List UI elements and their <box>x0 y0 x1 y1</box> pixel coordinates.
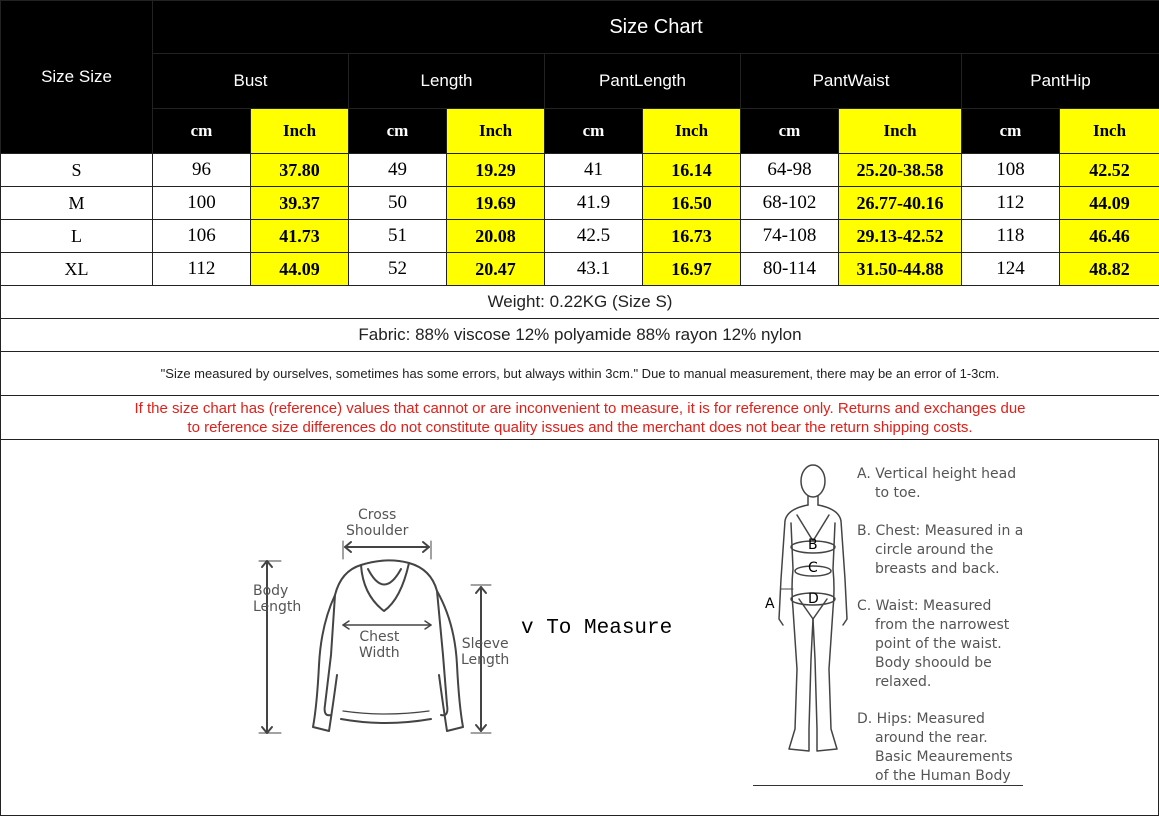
size-label: S <box>1 154 153 187</box>
disclaimer-note <box>1 396 1159 440</box>
cell-length-cm: 51 <box>349 220 447 253</box>
group-header-bust: Bust <box>153 54 349 109</box>
guide-c: C. Waist: Measured from the narrowest point of the waist. Body shoould be relaxed. <box>857 598 1010 690</box>
size-column-header: Size Size <box>1 1 153 154</box>
guide-a: A. Vertical height head to toe. <box>857 466 1017 501</box>
body-letter-d: D <box>808 591 819 607</box>
cell-pantwaist-cm: 74-108 <box>741 220 839 253</box>
cell-pantwaist-cm: 80-114 <box>741 253 839 286</box>
weight-note: Weight: 0.22KG (Size S) <box>1 286 1159 319</box>
chart-title: Size Chart <box>153 1 1159 54</box>
cell-pantwaist-inch: 31.50-44.88 <box>839 253 962 286</box>
chest-width-label: Chest Width <box>359 629 400 661</box>
cell-pantlength-inch: 16.50 <box>643 187 741 220</box>
body-length-label: Body Length <box>253 583 302 615</box>
body-letter-b: B <box>808 537 818 553</box>
cell-panthip-inch: 48.82 <box>1060 253 1159 286</box>
cross-shoulder-label: Cross Shoulder <box>346 507 409 539</box>
cell-length-cm: 49 <box>349 154 447 187</box>
table-row <box>1 253 1159 286</box>
cell-length-cm: 52 <box>349 253 447 286</box>
cell-pantlength-inch: 16.97 <box>643 253 741 286</box>
cell-panthip-cm: 124 <box>962 253 1060 286</box>
cell-pantlength-cm: 41 <box>545 154 643 187</box>
cell-bust-inch: 39.37 <box>251 187 349 220</box>
group-header-length: Length <box>349 54 545 109</box>
unit-inch-header: Inch <box>839 109 962 154</box>
cell-pantwaist-inch: 26.77-40.16 <box>839 187 962 220</box>
cell-pantwaist-inch: 29.13-42.52 <box>839 220 962 253</box>
cell-panthip-cm: 112 <box>962 187 1060 220</box>
cell-bust-inch: 41.73 <box>251 220 349 253</box>
guide-b: B. Chest: Measured in a circle around the breasts and back. <box>857 523 1024 577</box>
cell-length-inch: 20.08 <box>447 220 545 253</box>
unit-cm-header: cm <box>962 109 1060 154</box>
unit-inch-header: Inch <box>643 109 741 154</box>
human-body-sketch <box>773 459 853 759</box>
group-header-panthip: PantHip <box>962 54 1159 109</box>
body-diagram-underline <box>753 785 1023 786</box>
cell-pantlength-cm: 42.5 <box>545 220 643 253</box>
table-row <box>1 220 1159 253</box>
unit-cm-header: cm <box>349 109 447 154</box>
cell-pantlength-inch: 16.73 <box>643 220 741 253</box>
size-label: L <box>1 220 153 253</box>
cell-pantlength-cm: 41.9 <box>545 187 643 220</box>
cell-bust-cm: 106 <box>153 220 251 253</box>
sleeve-length-label: Sleeve Length <box>461 636 510 668</box>
cell-bust-inch: 37.80 <box>251 154 349 187</box>
cell-length-cm: 50 <box>349 187 447 220</box>
fabric-note: Fabric: 88% viscose 12% polyamide 88% rayon 12% nylon <box>1 319 1159 352</box>
cell-pantwaist-inch: 25.20-38.58 <box>839 154 962 187</box>
guide-d: D. Hips: Measured around the rear. Basic Meaurements of the Human Body <box>857 711 1013 784</box>
cell-pantwaist-cm: 64-98 <box>741 154 839 187</box>
cell-panthip-inch: 44.09 <box>1060 187 1159 220</box>
cell-length-inch: 19.69 <box>447 187 545 220</box>
cell-length-inch: 19.29 <box>447 154 545 187</box>
cell-panthip-inch: 46.46 <box>1060 220 1159 253</box>
unit-inch-header: Inch <box>1060 109 1159 154</box>
table-row <box>1 187 1159 220</box>
measurement-figure-area <box>0 439 1159 816</box>
cell-panthip-cm: 108 <box>962 154 1060 187</box>
how-to-measure-label: v To Measure <box>521 617 673 640</box>
cell-bust-cm: 96 <box>153 154 251 187</box>
cell-length-inch: 20.47 <box>447 253 545 286</box>
measurement-note: "Size measured by ourselves, sometimes has some errors, but always within 3cm." Due to manual measurement, there may be an error of 1-3cm. <box>1 352 1159 396</box>
cell-bust-cm: 100 <box>153 187 251 220</box>
body-letter-c: C <box>808 560 818 576</box>
unit-inch-header: Inch <box>251 109 349 154</box>
disclaimer-line-2: to reference size differences do not constitute quality issues and the merchant does not bear the return shipping costs. <box>187 418 973 436</box>
disclaimer-line-1: If the size chart has (reference) values that cannot or are inconvenient to measure, it is for reference only. Returns and exchanges due <box>134 399 1026 417</box>
unit-cm-header: cm <box>741 109 839 154</box>
unit-cm-header: cm <box>545 109 643 154</box>
cell-pantlength-inch: 16.14 <box>643 154 741 187</box>
group-header-pantwaist: PantWaist <box>741 54 962 109</box>
cell-panthip-inch: 42.52 <box>1060 154 1159 187</box>
cell-pantlength-cm: 43.1 <box>545 253 643 286</box>
size-label: M <box>1 187 153 220</box>
table-row <box>1 154 1159 187</box>
cell-panthip-cm: 118 <box>962 220 1060 253</box>
size-label: XL <box>1 253 153 286</box>
body-letter-a: A <box>765 596 775 612</box>
sweater-sketch <box>251 505 551 745</box>
cell-pantwaist-cm: 68-102 <box>741 187 839 220</box>
unit-cm-header: cm <box>153 109 251 154</box>
cell-bust-inch: 44.09 <box>251 253 349 286</box>
unit-inch-header: Inch <box>447 109 545 154</box>
group-header-pantlength: PantLength <box>545 54 741 109</box>
cell-bust-cm: 112 <box>153 253 251 286</box>
